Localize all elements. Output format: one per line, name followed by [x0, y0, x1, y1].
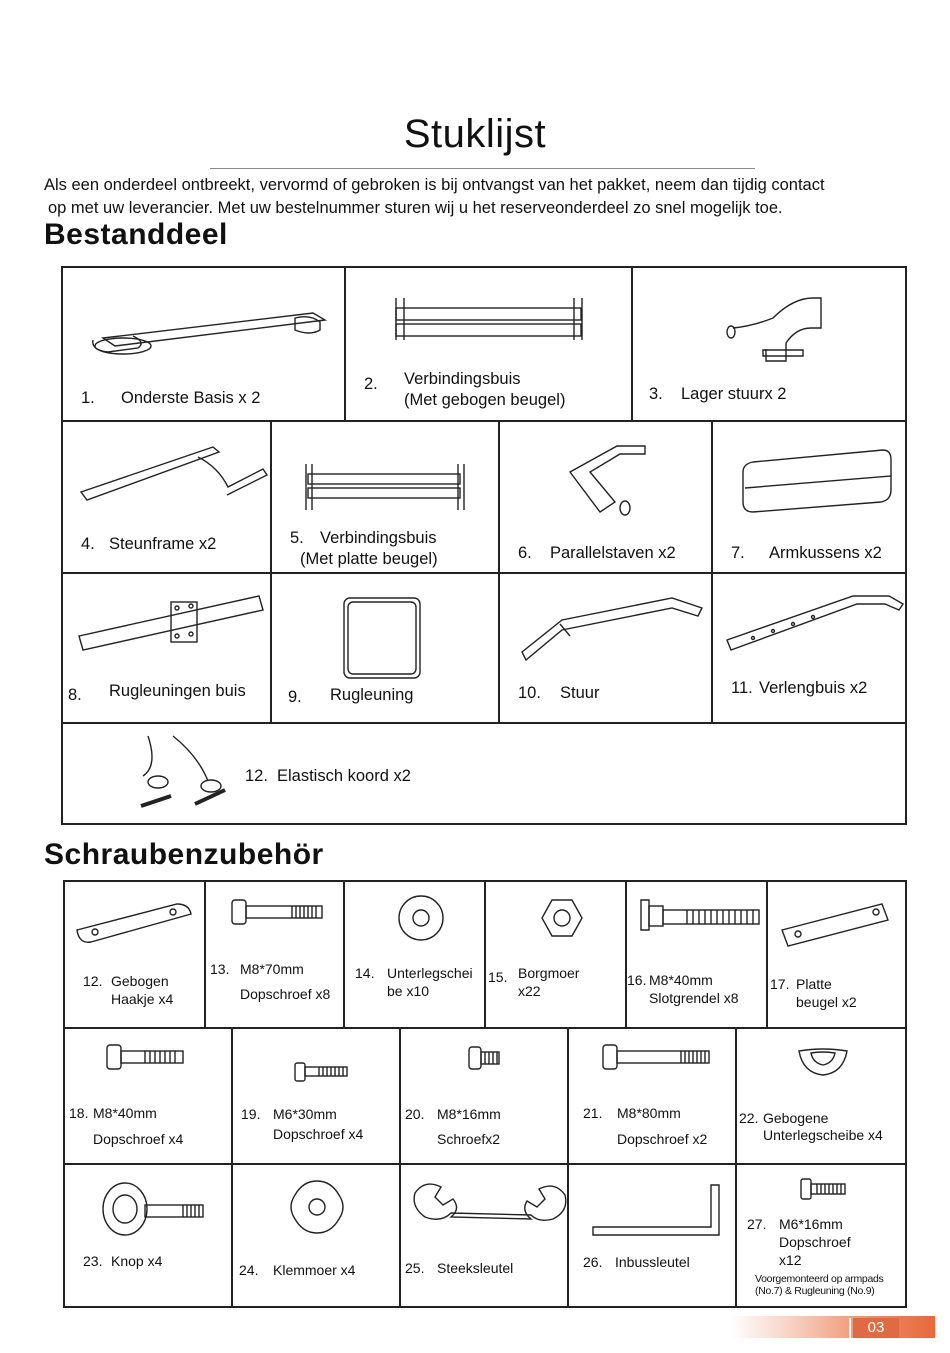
part-cell-2 — [346, 268, 633, 422]
hw-cell-26 — [569, 1165, 737, 1306]
part-number: 5. — [290, 529, 304, 547]
intro-line-2: op met uw leverancier. Met uw bestelnummer sturen wij u het reserveonderdeel zo snel mogelijk toe. — [48, 199, 783, 217]
hw-name-2: Dopschroef x2 — [617, 1131, 708, 1147]
part-name: Steunframe x2 — [109, 535, 217, 553]
hw-number: 21. — [583, 1105, 603, 1121]
curved-washer-icon — [737, 1029, 907, 1165]
hw-number: 27. — [747, 1216, 767, 1232]
hw-name: Klemmoer x4 — [273, 1262, 356, 1278]
hw-name: Borgmoer — [518, 965, 580, 981]
part-name: Verbindingsbuis — [320, 529, 437, 547]
part-cell-5 — [272, 422, 500, 574]
part-cell-4 — [63, 422, 272, 574]
part-name: Elastisch koord x2 — [277, 767, 411, 785]
part-cell-9 — [272, 574, 500, 724]
hw-name: M8*40mm — [93, 1105, 157, 1121]
page-number: 03 — [853, 1318, 899, 1338]
intro-text — [44, 174, 924, 220]
hw-number: 18. — [69, 1105, 89, 1121]
part-name: Parallelstaven x2 — [550, 544, 676, 562]
hw-name-2: Slotgrendel x8 — [649, 990, 739, 1006]
part-name: Lager stuurx 2 — [681, 385, 787, 403]
hw-name: Inbussleutel — [615, 1254, 690, 1270]
part-name: Verbindingsbuis — [404, 370, 521, 388]
hw-name: M6*16mm — [779, 1216, 843, 1232]
hw-name-2: be x10 — [387, 983, 430, 999]
lock-nut-icon — [486, 882, 627, 1029]
part-name-sub: (Met platte beugel) — [300, 550, 438, 568]
bolt-m8-70-icon — [206, 882, 345, 1029]
hw-cell-16 — [627, 882, 768, 1029]
hw-number: 26. — [583, 1254, 603, 1270]
hw-name-3: x12 — [779, 1252, 802, 1268]
hw-cell-23 — [65, 1165, 233, 1306]
hardware-grid — [63, 880, 907, 1308]
page-title: Stuklijst — [403, 112, 547, 156]
title-divider — [210, 168, 755, 169]
part-name: Stuur — [560, 684, 600, 702]
part-number: 7. — [731, 544, 745, 562]
hw-name-2: Dopschroef x8 — [240, 986, 331, 1002]
hw-number: 17. — [770, 976, 790, 992]
parts-grid — [61, 266, 907, 825]
hw-cell-24 — [233, 1165, 401, 1306]
part-number: 9. — [288, 688, 302, 706]
hw-name-2: Haakje x4 — [111, 991, 174, 1007]
hw-note-2: (No.7) & Rugleuning (No.9) — [755, 1285, 875, 1297]
hw-cell-22 — [737, 1029, 907, 1165]
hw-cell-19 — [233, 1029, 401, 1165]
hardware-heading: Schraubenzubehör — [44, 838, 324, 871]
part-name: Armkussens x2 — [769, 544, 882, 562]
part-name: Verlengbuis x2 — [759, 679, 868, 697]
hw-cell-17 — [768, 882, 907, 1029]
hw-number: 12. — [83, 973, 103, 989]
hw-cell-27 — [737, 1165, 907, 1306]
hw-number: 22. — [739, 1110, 759, 1126]
hw-name: Gebogene — [763, 1110, 829, 1126]
hw-name: M8*16mm — [437, 1106, 501, 1122]
part-number: 1. — [81, 389, 95, 407]
hw-name: Unterlegschei — [387, 965, 473, 981]
intro-line-1: Als een onderdeel ontbreekt, vervormd of gebroken is bij ontvangst van het pakket, neem dan tijdig contact — [44, 176, 825, 194]
hw-number: 14. — [355, 965, 375, 981]
part-cell-10 — [500, 574, 713, 724]
hw-name: Knop x4 — [111, 1253, 163, 1269]
knob-icon — [65, 1165, 233, 1306]
part-number: 4. — [81, 535, 95, 553]
hw-name: M6*30mm — [273, 1106, 337, 1122]
hw-name-2: Schroefx2 — [437, 1131, 501, 1147]
footer-accent-bar — [730, 1316, 935, 1338]
open-end-wrench-icon — [401, 1165, 569, 1306]
hw-number: 25. — [405, 1260, 425, 1276]
part-number: 12. — [245, 767, 268, 785]
hw-number: 23. — [83, 1253, 103, 1269]
part-number: 2. — [364, 375, 378, 393]
hw-cell-12 — [65, 882, 206, 1029]
part-name: Rugleuning — [330, 686, 414, 704]
hw-name: Gebogen — [111, 973, 169, 989]
hw-name-2: beugel x2 — [796, 994, 857, 1010]
part-number: 8. — [68, 686, 82, 704]
hw-number: 13. — [210, 961, 230, 977]
hw-number: 15. — [488, 969, 508, 985]
parts-heading: Bestanddeel — [44, 218, 228, 251]
allen-key-icon — [569, 1165, 737, 1306]
hw-number: 19. — [241, 1106, 261, 1122]
hw-name: Steeksleutel — [437, 1260, 514, 1276]
part-name: Onderste Basis x 2 — [121, 389, 261, 407]
part-cell-3 — [633, 268, 907, 422]
clamp-nut-icon — [233, 1165, 401, 1306]
hw-cell-21 — [569, 1029, 737, 1165]
bolt-m6-30-icon — [233, 1029, 401, 1165]
part-number: 10. — [518, 684, 541, 702]
hw-note: Voorgemonteerd op armpads — [755, 1273, 884, 1285]
part-cell-11 — [713, 574, 907, 724]
part-number: 11. — [731, 679, 753, 697]
hw-name-2: Dopschroef x4 — [93, 1131, 184, 1147]
hw-cell-25 — [401, 1165, 569, 1306]
hw-cell-13 — [206, 882, 345, 1029]
washer-icon — [345, 882, 486, 1029]
part-cell-6 — [500, 422, 713, 574]
hw-name: Platte — [796, 976, 832, 992]
hw-name-2: Dopschroef — [779, 1234, 851, 1250]
hw-cell-20 — [401, 1029, 569, 1165]
part-cell-1 — [63, 268, 346, 422]
hw-name: M8*80mm — [617, 1105, 681, 1121]
hw-number: 16. — [627, 972, 647, 988]
hw-number: 20. — [405, 1106, 425, 1122]
hw-name: M8*40mm — [649, 972, 713, 988]
hw-cell-18 — [65, 1029, 233, 1165]
part-number: 6. — [518, 544, 532, 562]
part-name-sub: (Met gebogen beugel) — [404, 391, 566, 409]
part-name: Rugleuningen buis — [109, 682, 246, 700]
part-number: 3. — [649, 385, 663, 403]
hw-name-2: x22 — [518, 983, 541, 999]
hw-cell-15 — [486, 882, 627, 1029]
hw-name-2: Dopschroef x4 — [273, 1126, 364, 1142]
hw-name-2: Unterlegscheibe x4 — [763, 1127, 883, 1143]
hw-cell-14 — [345, 882, 486, 1029]
extension-tube-icon — [713, 574, 907, 724]
part-cell-12 — [63, 724, 907, 825]
hw-name: M8*70mm — [240, 961, 304, 977]
hw-number: 24. — [239, 1262, 259, 1278]
part-cell-7 — [713, 422, 907, 574]
part-cell-8 — [63, 574, 272, 724]
